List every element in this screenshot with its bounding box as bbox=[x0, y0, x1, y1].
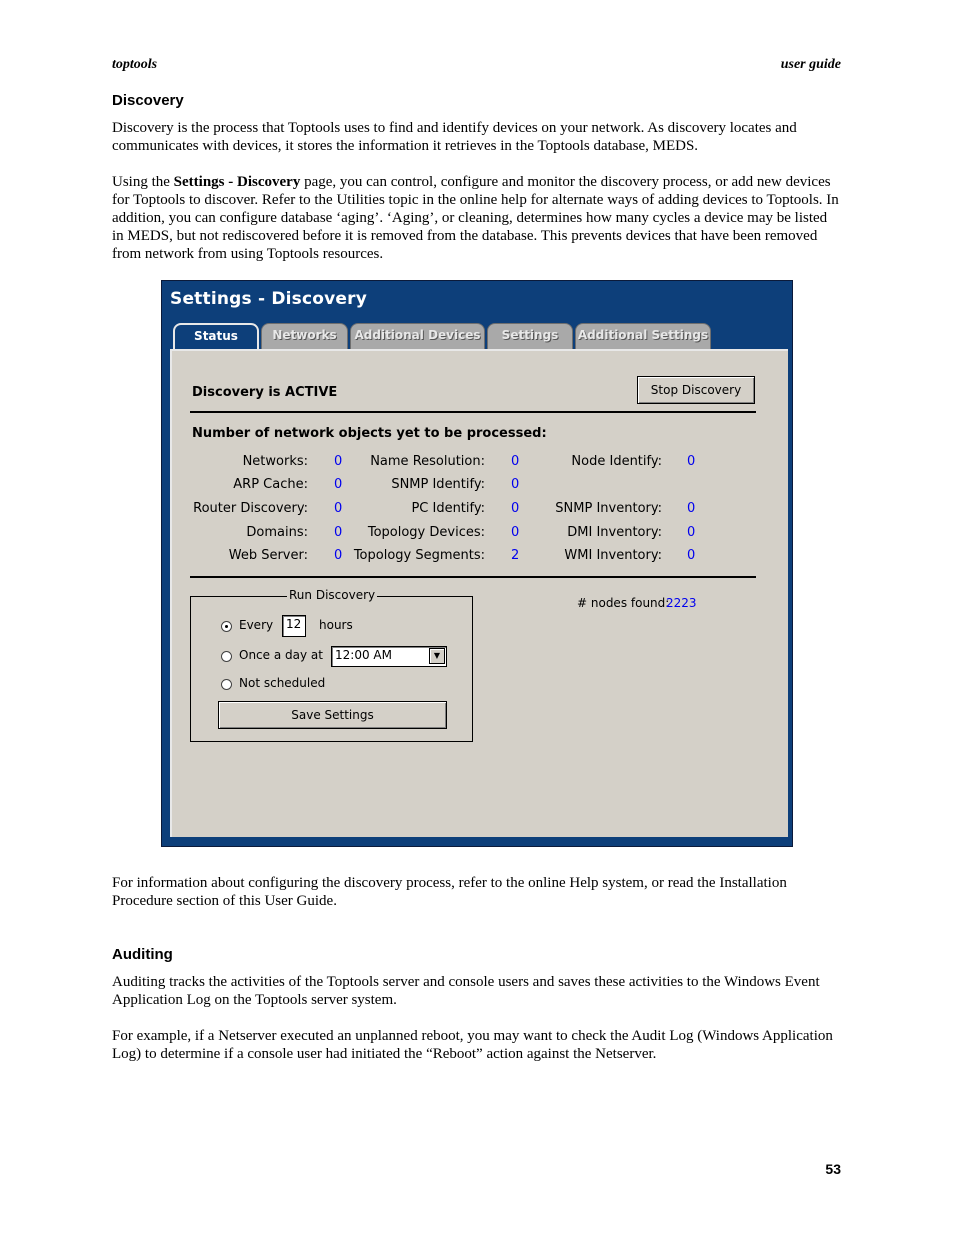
topology-segments-label: Topology Segments: bbox=[353, 548, 485, 563]
page-number: 53 bbox=[825, 1161, 841, 1177]
save-settings-button[interactable]: Save Settings bbox=[218, 701, 447, 729]
discovery-status-text: Discovery is ACTIVE bbox=[192, 385, 338, 400]
topology-devices-label: Topology Devices: bbox=[367, 525, 485, 540]
node-identify-value: 0 bbox=[687, 454, 696, 469]
not-scheduled-label: Not scheduled bbox=[239, 676, 326, 690]
topology-devices-value: 0 bbox=[511, 525, 520, 540]
router-discovery-value: 0 bbox=[334, 501, 343, 516]
divider-top bbox=[190, 411, 756, 413]
domains-label: Domains: bbox=[246, 525, 308, 540]
objects-heading: Number of network objects yet to be processed: bbox=[192, 426, 547, 441]
pc-identify-label: PC Identify: bbox=[411, 501, 485, 516]
tab-settings[interactable]: Settings bbox=[487, 323, 573, 349]
tab-additional-settings[interactable]: Additional Settings bbox=[575, 323, 711, 349]
settings-discovery-window bbox=[161, 280, 793, 847]
every-radio[interactable] bbox=[221, 621, 232, 632]
section-title-auditing: Auditing bbox=[112, 946, 173, 963]
stop-discovery-button[interactable]: Stop Discovery bbox=[637, 376, 755, 404]
snmp-identify-value: 0 bbox=[511, 477, 520, 492]
discovery-paragraph-2 bbox=[112, 173, 842, 263]
name-resolution-value: 0 bbox=[511, 454, 520, 469]
dmi-inventory-label: DMI Inventory: bbox=[567, 525, 662, 540]
wmi-inventory-value: 0 bbox=[687, 548, 696, 563]
hours-label: hours bbox=[319, 618, 353, 632]
every-hours-input[interactable]: 12 bbox=[282, 615, 306, 637]
arp-cache-label: ARP Cache: bbox=[233, 477, 308, 492]
window-title: Settings - Discovery bbox=[170, 289, 368, 309]
dmi-inventory-value: 0 bbox=[687, 525, 696, 540]
topology-segments-value: 2 bbox=[511, 548, 520, 563]
arp-cache-value: 0 bbox=[334, 477, 343, 492]
router-discovery-label: Router Discovery: bbox=[193, 501, 308, 516]
every-label: Every bbox=[239, 618, 274, 632]
snmp-inventory-label: SNMP Inventory: bbox=[555, 501, 662, 516]
time-select-value: 12:00 AM bbox=[335, 648, 392, 662]
run-discovery-group bbox=[190, 588, 473, 742]
running-header-right: user guide bbox=[780, 57, 841, 72]
name-resolution-label: Name Resolution: bbox=[370, 454, 485, 469]
chevron-down-icon[interactable]: ▼ bbox=[429, 648, 445, 664]
tab-additional-devices[interactable]: Additional Devices bbox=[350, 323, 485, 349]
web-server-value: 0 bbox=[334, 548, 343, 563]
time-select[interactable] bbox=[331, 646, 447, 667]
discovery-paragraph-1: Discovery is the process that Toptools uses to find and identify devices on your network. As discovery locates and communicates with devices, it stores the information it retrieves in the Toptools database, MEDS. bbox=[112, 120, 797, 154]
snmp-inventory-value: 0 bbox=[687, 501, 696, 516]
status-panel bbox=[170, 349, 788, 837]
nodes-found-label: # nodes found: bbox=[577, 596, 670, 610]
discovery-paragraph-2-end: page, you can control, configure and monitor the discovery process, or add new devices for Toptools to discover. Refer to the Utilities topic in the online help for alternate ways of adding devices to Toptools. In addition, you can configure database ‘aging’. ‘Aging’, or cleaning, determines how many cycles a device may be listed in MEDS, but not rediscovered before it is removed from the database. This prevents devices that have been removed from network from using Toptools resources. bbox=[112, 174, 839, 262]
auditing-paragraph-1: Auditing tracks the activities of the Toptools server and console users and saves these activities to the Windows Event Application Log on the Toptools server system. bbox=[112, 974, 820, 1008]
node-identify-label: Node Identify: bbox=[571, 454, 662, 469]
discovery-paragraph-2-start: Using the bbox=[112, 174, 174, 190]
not-scheduled-radio[interactable] bbox=[221, 679, 232, 690]
tab-networks[interactable]: Networks bbox=[261, 323, 348, 349]
divider-middle bbox=[190, 576, 756, 578]
networks-value: 0 bbox=[334, 454, 343, 469]
pc-identify-value: 0 bbox=[511, 501, 520, 516]
section-title-discovery: Discovery bbox=[112, 92, 184, 109]
once-a-day-label: Once a day at bbox=[239, 648, 323, 662]
domains-value: 0 bbox=[334, 525, 343, 540]
discovery-paragraph-3: For information about configuring the discovery process, refer to the online Help system, or read the Installation Procedure section of this User Guide. bbox=[112, 875, 787, 909]
settings-discovery-emphasis: Settings - Discovery bbox=[173, 174, 301, 190]
once-a-day-radio[interactable] bbox=[221, 651, 232, 662]
web-server-label: Web Server: bbox=[228, 548, 308, 563]
nodes-found-value: 2223 bbox=[666, 596, 697, 610]
tab-status[interactable]: Status bbox=[173, 323, 259, 351]
run-discovery-legend: Run Discovery bbox=[289, 588, 376, 602]
running-header-left: toptools bbox=[112, 57, 158, 72]
auditing-paragraph-2: For example, if a Netserver executed an unplanned reboot, you may want to check the Audit Log (Windows Application Log) to determine if a console user had initiated the “Reboot” action against the Netserver. bbox=[112, 1028, 833, 1062]
snmp-identify-label: SNMP Identify: bbox=[391, 477, 485, 492]
wmi-inventory-label: WMI Inventory: bbox=[564, 548, 662, 563]
networks-label: Networks: bbox=[242, 454, 308, 469]
